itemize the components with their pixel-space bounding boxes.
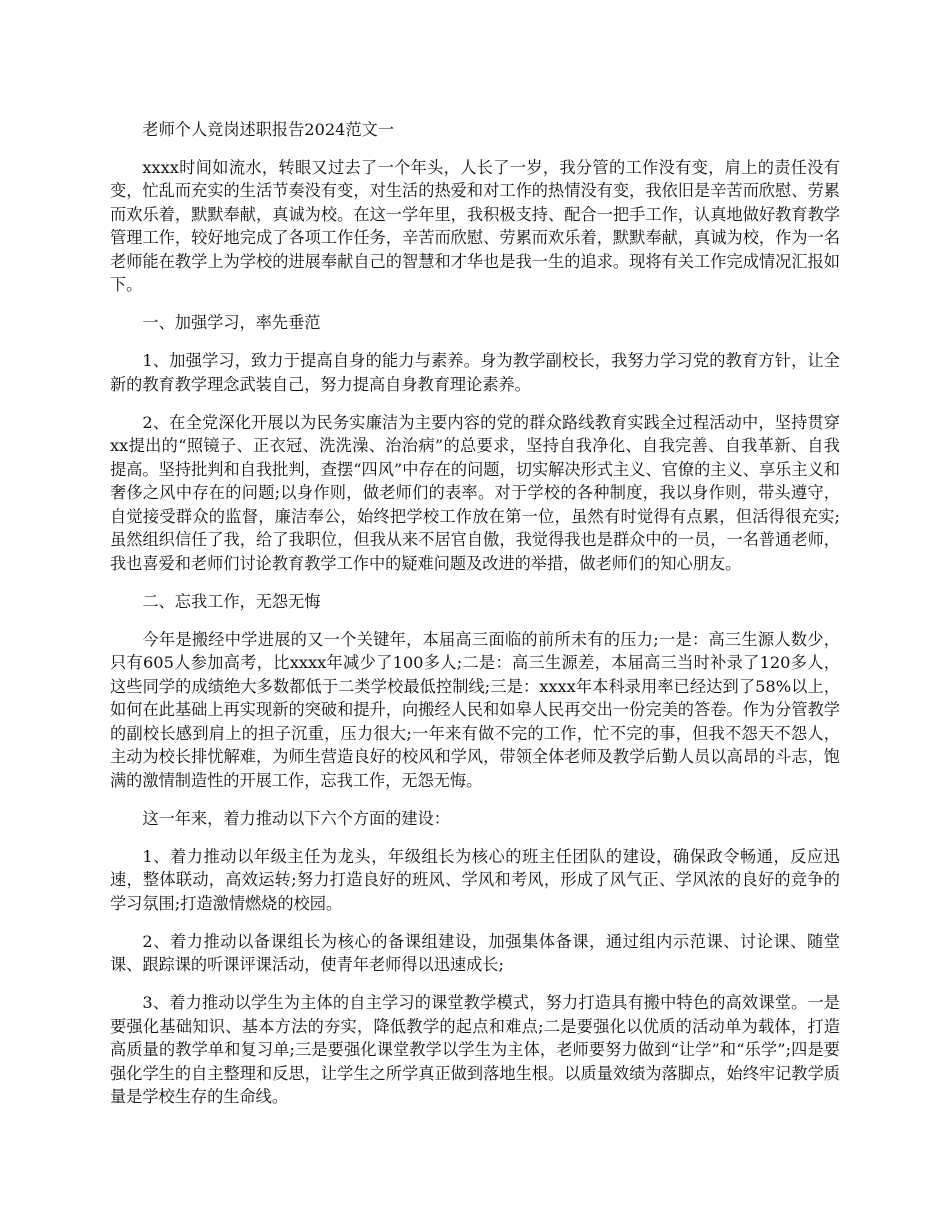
paragraph-1-2: 2、在全党深化开展以为民务实廉洁为主要内容的党的群众路线教育实践全过程活动中，坚持贯穿xx提出的“照镜子、正衣冠、洗洗澡、治治病”的总要求，坚持自我净化、自我完善、自我革新、自我提高。坚持批判和自我批判，查摆“四风”中存在的问题，切实解决形式主义、官僚的主义、享乐主义和奢侈之风中存在的问题;以身作则，做老师们的表率。对于学校的各种制度，我以身作则，带头遵守，自觉接受群众的监督，廉洁奉公，始终把学校工作放在第一位，虽然有时觉得有点累，但活得很充实;虽然组织信任了我，给了我职位，但我从来不居官自傲，我觉得我也是群众中的一员，一名普通老师，我也喜爱和老师们讨论教育教学工作中的疑难问题及改进的举措，做老师们的知心朋友。 [110, 412, 840, 573]
paragraph-2-item-2: 2、着力推动以备课组长为核心的备课组建设，加强集体备课，通过组内示范课、讨论课、随堂课、跟踪课的听课评课活动，使青年老师得以迅速成长; [110, 931, 840, 974]
paragraph-2-intro: 这一年来，着力推动以下六个方面的建设： [142, 808, 450, 828]
document-body [110, 118, 840, 1123]
paragraph-2-1: 今年是搬经中学进展的又一个关键年，本届高三面临的前所未有的压力;一是：高三生源人数少，只有605人参加高考，比xxxx年减少了100多人;二是：高三生源差，本届高三当时补录了120多人，这些同学的成绩绝大多数都低于二类学校最低控制线;三是：xxxx年本科录用率已经达到了58%以上，如何在此基础上再实现新的突破和提升，向搬经人民和如皋人民再交出一份完美的答卷。作为分管教学的副校长感到肩上的担子沉重，压力很大;一年来有做不完的工作，忙不完的事，但我不怨天不怨人，主动为校长排忧解难，为师生营造良好的校风和学风，带领全体老师及教学后勤人员以高昂的斗志，饱满的激情制造性的开展工作，忘我工作，无怨无悔。 [110, 629, 840, 790]
paragraph-1-1: 1、加强学习，致力于提高自身的能力与素养。身为教学副校长，我努力学习党的教育方针，让全新的教育教学理念武装自己，努力提高自身教育理论素养。 [110, 351, 840, 394]
section-heading-2: 二、忘我工作，无怨无悔 [142, 591, 321, 611]
paragraph-2-item-1: 1、着力推动以年级主任为龙头，年级组长为核心的班主任团队的建设，确保政令畅通，反应迅速，整体联动，高效运转;努力打造良好的班风、学风和考风，形成了风气正、学风浓的良好的竞争的学习氛围;打造激情燃烧的校园。 [110, 846, 840, 913]
section-heading-1: 一、加强学习，率先垂范 [142, 313, 321, 332]
paragraph-2-item-3: 3、着力推动以学生为主体的自主学习的课堂教学模式，努力打造具有搬中特色的高效课堂。一是要强化基础知识、基本方法的夯实，降低教学的起点和难点;二是要强化以优质的活动单为载体，打造高质量的教学单和复习单;三是要强化课堂教学以学生为主体，老师要努力做到“让学”和“乐学”;四是要强化学生的自主整理和反思，让学生之所学真正做到落地生根。以质量效绩为落脚点，始终牢记教学质量是学校生存的生命线。 [110, 993, 840, 1106]
document-title: 老师个人竞岗述职报告2024范文一 [142, 120, 395, 139]
paragraph-intro: xxxx时间如流水，转眼又过去了一个年头，人长了一岁，我分管的工作没有变，肩上的责任没有变，忙乱而充实的生活节奏没有变，对生活的热爱和对工作的热情没有变，我依旧是辛苦而欣慰、劳累而欢乐着，默默奉献，真诚为校。在这一学年里，我积极支持、配合一把手工作，认真地做好教育教学管理工作，较好地完成了各项工作任务，辛苦而欣慰、劳累而欢乐着，默默奉献，真诚为校，作为一名老师能在教学上为学校的进展奉献自己的智慧和才华也是我一生的追求。现将有关工作完成情况汇报如下。 [110, 157, 840, 294]
